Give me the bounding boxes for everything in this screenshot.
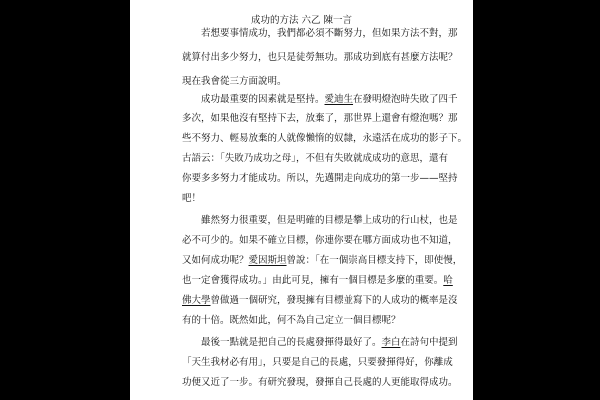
paragraph-2-line-5: 你要多多努力才能成功。所以，先邁開走向成功的第一步——堅持 [182, 173, 458, 184]
paragraph-3-line-2: 必不可少的。如果不確立目標，你連你要在哪方面成功也不知道， [182, 235, 458, 246]
paragraph-4-text-b: 在詩句中提到 [400, 337, 458, 348]
paragraph-3-text-b: 曾說：「在一個崇高目標支持下，即使慢， [286, 255, 463, 266]
paragraph-4-line-1 [201, 337, 458, 349]
paragraph-4-text-a: 最後一點就是把自己的長處發揮得最好了。 [201, 337, 382, 348]
paragraph-2-line-3: 些不努力、輕易放棄的人就像懶惰的奴隸，永遠活在成功的影子下。 [182, 133, 468, 144]
paragraph-3-text-a: 又如何成功呢？ [182, 255, 249, 266]
einstein-name: 愛因斯坦 [248, 255, 287, 266]
paragraph-3-line-4 [182, 275, 453, 287]
paragraph-3-text-c: 也一定會獲得成功。」由此可見，擁有一個目標是多麼的重要。 [182, 275, 444, 286]
document-page [130, 0, 473, 400]
harvard-name-part-2: 佛大學 [182, 295, 211, 306]
paragraph-4-line-3: 功便又近了一步。有研究發現，發揮自己長處的人更能取得成功。 [182, 377, 458, 388]
paragraph-2-line-4: 古語云：「失敗乃成功之母」，不但有失敗就成成功的意思，還有 [182, 153, 449, 164]
paragraph-3-line-6: 有的十倍。既然如此，何不為自己定立一個目標呢？ [182, 315, 401, 326]
li-bai-name: 李白 [381, 337, 401, 348]
edison-name: 愛迪生 [324, 94, 354, 105]
paragraph-3-line-3 [182, 255, 462, 267]
paragraph-4-line-2: 「天生我材必有用」，只要是自己的長處，只要發揮得好，你離成 [182, 357, 453, 368]
paragraph-2-line-2: 多次，如果他沒有堅持下去，放棄了，那世界上還會有燈泡嗎？那 [182, 113, 458, 124]
paragraph-1-line-3: 現在我會從三方面說明。 [182, 76, 287, 87]
paragraph-3-text-d: 曾做過一個研究，發現擁有目標並寫下的人成功的概率是沒 [210, 295, 458, 306]
paragraph-3-line-1: 雖然努力很重要，但是明確的目標是攀上成功的行山杖，也是 [201, 215, 458, 226]
paragraph-3-line-5 [182, 295, 458, 307]
paragraph-2-text-a: 成功最重要的因素就是堅持。 [201, 94, 325, 105]
paragraph-1-line-2: 就算付出多少努力，也只是徒勞無功。那成功到底有甚麼方法呢？ [182, 52, 458, 63]
paragraph-2-text-b: 在發明燈泡時失敗了四千 [353, 94, 458, 105]
paragraph-2-line-6: 吧！ [182, 193, 202, 204]
paragraph-2-line-1 [201, 94, 458, 106]
paragraph-1-line-1: 若想要事情成功，我們都必須不斷努力，但如果方法不對，那 [201, 28, 458, 39]
document-title: 成功的方法 六乙 陳一言 [250, 15, 353, 26]
harvard-name-part-1: 哈 [443, 275, 453, 286]
